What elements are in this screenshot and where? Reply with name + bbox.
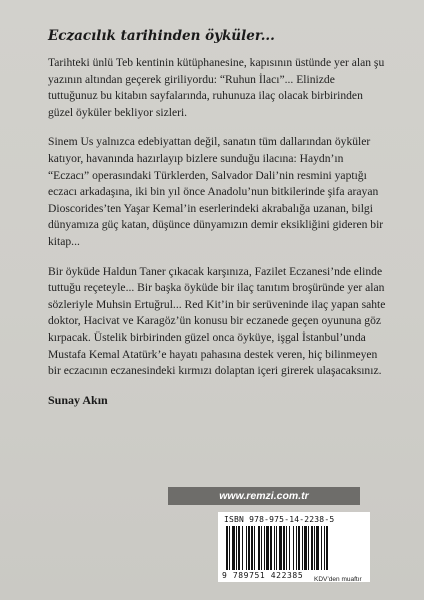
barcode-image [224,526,364,570]
author-signature: Sunay Akın [48,392,108,407]
blurb-paragraph-2: Sinem Us yalnızca edebiyattan değil, sanatın tüm dallarından öyküler katıyor, havanında hazırlayıp bizlere sunduğu ilacına: Haydn’ın “Eczacı” operasındaki Türklerden, Salvador Dali’nin resmini yaptığı eczacı arkadaşına, iki bin yıl önce Anadolu’nun bitkilerinde şifa arayan Dioscorides’ten Yaşar Kemal’in eserlerindeki akrabalığa uzanan, bilgi dünyamıza güç katan, düşünce dünyamızın demir eksikliğini gideren bir kitap... [48,135,384,248]
blurb-title: Eczacılık tarihinden öyküler... [48,28,275,44]
publisher-website: www.remzi.com.tr [168,487,360,505]
barcode-box [218,512,370,582]
blurb-paragraph-3: Bir öyküde Haldun Taner çıkacak karşınıza, Fazilet Eczanesi’nde elinde tuttuğu reçeteyle... Bir başka öyküde bir ilaç tanıtım broşüründe yer alan sözleriyle Muhsin Ertuğrul... Red Kit’in bir serüveninde ilaç yapan sahte doktor, Hacivat ve Karagöz’ün konusu bir eczanede geçen oyununa göz kırpacak. Üstelik birbirinden güzel onca öyküye, işgal İstanbul’unda Mustafa Kemal Atatürk’e hayatı pahasına destek veren, hiç bilinmeyen bir eczacının eczanesindeki kırmızı dolaptan içeri girerek ulaşacaksınız. [48,264,386,378]
barcode-digits: 9 789751 422385 [222,571,304,580]
tax-exempt-note: KDV’den muaftır [314,576,362,583]
blurb-paragraph-1: Tarihteki ünlü Teb kentinin kütüphanesine, kapısının üstünde yer alan şu yazının altından geçerek giriliyordu: “Ruhun İlacı”... Elinizde tuttuğunuz bu kitabın sayfalarında, ruhunuza ilaç olacak birbirinden güzel öyküler bekliyor sizleri. [48,56,385,119]
isbn-label: ISBN 978-975-14-2238-5 [224,515,335,524]
